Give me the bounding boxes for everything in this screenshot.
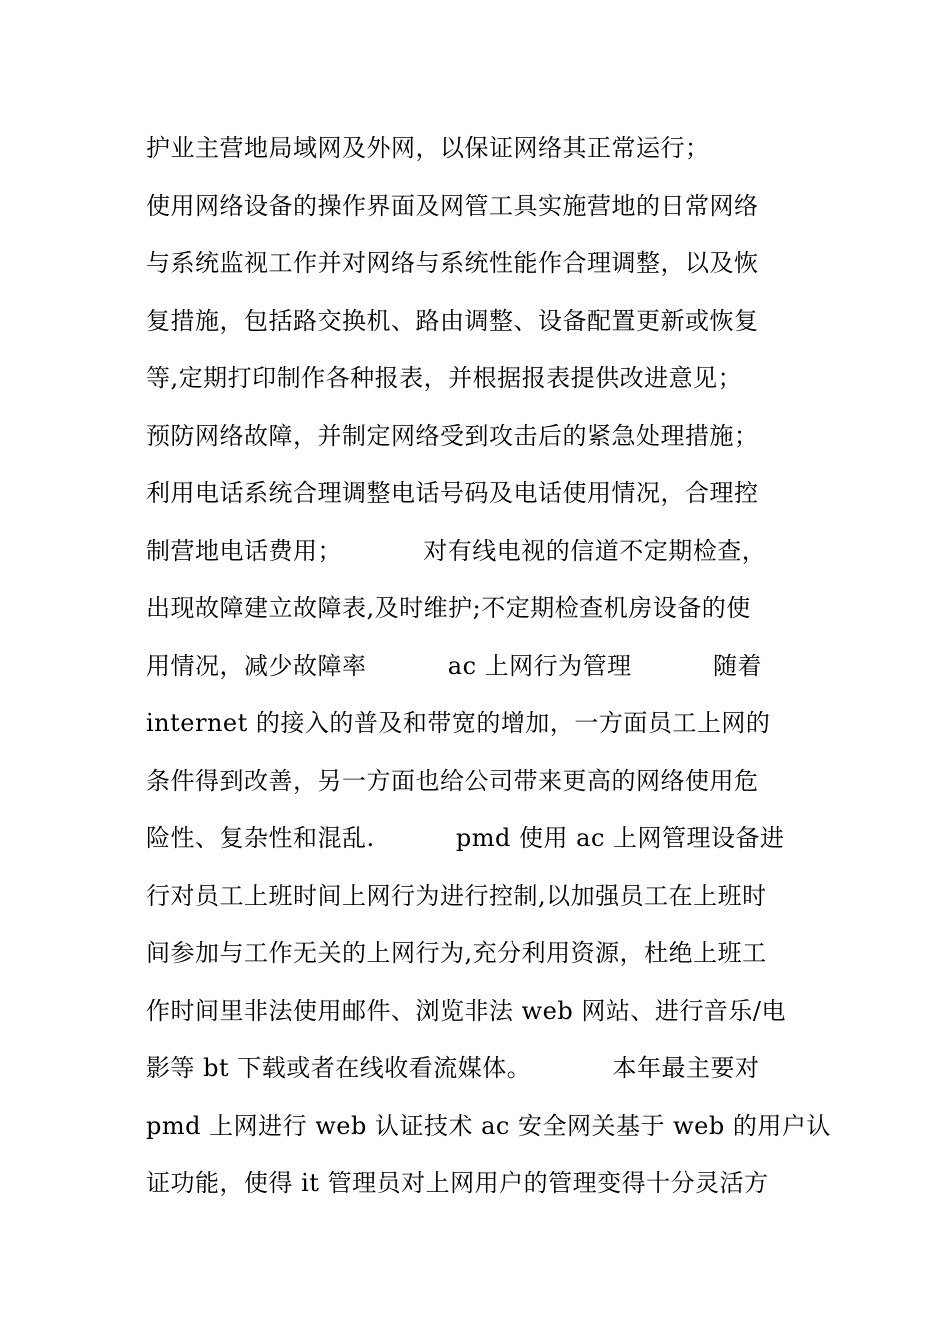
text-line: 使用网络设备的操作界面及网管工具实施营地的日常网络 bbox=[146, 191, 759, 220]
text-line: 制营地电话费用； 对有线电视的信道不定期检查， bbox=[146, 536, 767, 565]
text-line: 与系统监视工作并对网络与系统性能作合理调整，以及恢 bbox=[146, 249, 759, 277]
text-line: 出现故障建立故障表,及时维护;不定期检查机房设备的使 bbox=[146, 594, 751, 622]
text-line: 条件得到改善，另一方面也给公司带来更高的网络使用危 bbox=[146, 766, 759, 795]
text-line: internet 的接入的普及和带宽的增加，一方面员工上网的 bbox=[146, 709, 771, 737]
text-line: pmd 上网进行 web 认证技术 ac 安全网关基于 web 的用户认 bbox=[146, 1111, 831, 1140]
text-line: 复措施，包括路交换机、路由调整、设备配置更新或恢复 bbox=[146, 306, 759, 335]
text-line: 险性、复杂性和混乱. pmd 使用 ac 上网管理设备进 bbox=[146, 824, 785, 852]
text-line: 影等 bt 下载或者在线收看流媒体。 本年最主要对 bbox=[146, 1054, 760, 1082]
body-text bbox=[146, 128, 831, 1221]
text-line: 等,定期打印制作各种报表，并根据报表提供改进意见； bbox=[146, 364, 743, 392]
text-line: 间参加与工作无关的上网行为,充分利用资源，杜绝上班工 bbox=[146, 939, 767, 967]
text-line: 预防网络故障，并制定网络受到攻击后的紧急处理措施； bbox=[146, 421, 759, 450]
text-line: 利用电话系统合理调整电话号码及电话使用情况，合理控 bbox=[146, 479, 759, 507]
text-line: 用情况，减少故障率 ac 上网行为管理 随着 bbox=[146, 651, 762, 680]
text-line: 行对员工上班时间上网行为进行控制,以加强员工在上班时 bbox=[146, 881, 767, 910]
text-line: 证功能，使得 it 管理员对上网用户的管理变得十分灵活方 bbox=[146, 1169, 769, 1197]
text-line: 作时间里非法使用邮件、浏览非法 web 网站、进行音乐/电 bbox=[146, 996, 786, 1025]
text-line: 护业主营地局域网及外网，以保证网络其正常运行； bbox=[146, 134, 710, 162]
